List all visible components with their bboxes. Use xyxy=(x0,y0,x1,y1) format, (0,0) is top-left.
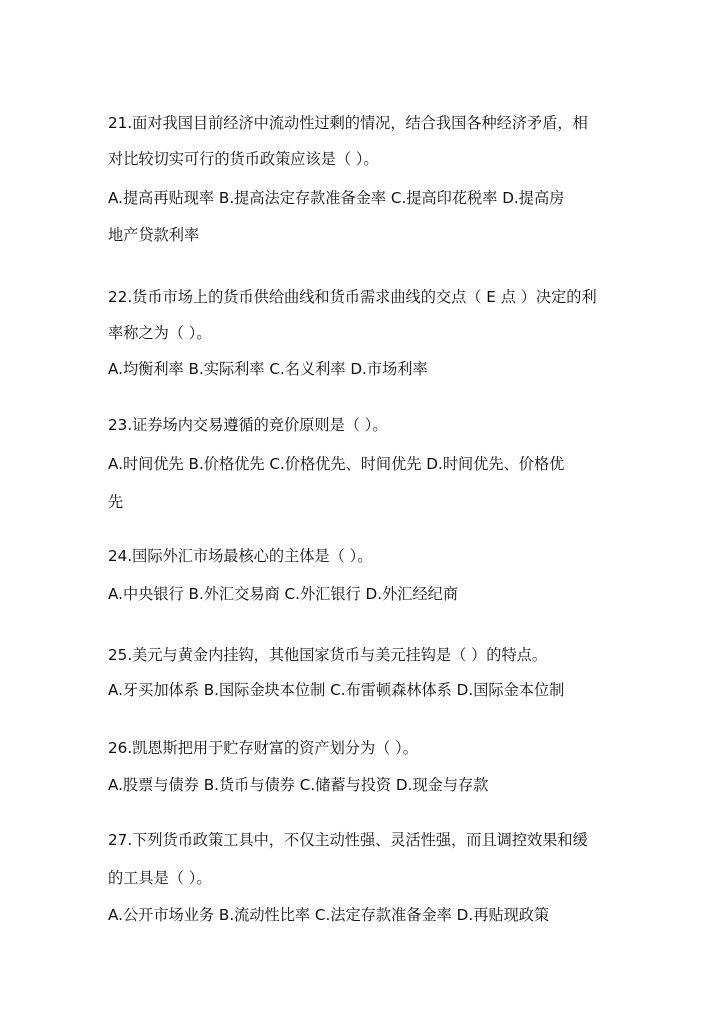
question-21-options-line-2: 地产贷款利率 xyxy=(108,226,200,244)
question-27-stem-line-1: 27.下列货币政策工具中，不仅主动性强、灵活性强，而且调控效果和缓 xyxy=(108,831,588,849)
question-22-options: A.均衡利率 B.实际利率 C.名义利率 D.市场利率 xyxy=(108,360,428,378)
question-21-stem-line-1: 21.面对我国目前经济中流动性过剩的情况，结合我国各种经济矛盾，相 xyxy=(108,114,588,132)
question-22-stem-line-1: 22.货币市场上的货币供给曲线和货币需求曲线的交点（ E 点 ）决定的利 xyxy=(108,288,597,306)
question-24-stem: 24.国际外汇市场最核心的主体是（ ）。 xyxy=(108,547,373,565)
question-26-stem: 26.凯恩斯把用于贮存财富的资产划分为（ ）。 xyxy=(108,739,418,757)
question-21-stem-line-2: 对比较切实可行的货币政策应该是（ ）。 xyxy=(108,150,379,168)
question-27-options: A.公开市场业务 B.流动性比率 C.法定存款准备金率 D.再贴现政策 xyxy=(108,906,550,924)
question-24-options: A.中央银行 B.外汇交易商 C.外汇银行 D.外汇经纪商 xyxy=(108,585,459,603)
question-25-options: A.牙买加体系 B.国际金块本位制 C.布雷顿森林体系 D.国际金本位制 xyxy=(108,681,565,699)
question-27-stem-line-2: 的工具是（ ）。 xyxy=(108,869,212,887)
question-21-options-line-1: A.提高再贴现率 B.提高法定存款准备金率 C.提高印花税率 D.提高房 xyxy=(108,189,565,207)
question-23-options-line-1: A.时间优先 B.价格优先 C.价格优先、时间优先 D.时间优先、价格优 xyxy=(108,455,565,473)
question-23-options-line-2: 先 xyxy=(108,493,124,511)
question-23-stem: 23.证券场内交易遵循的竞价原则是（ ）。 xyxy=(108,416,388,434)
question-26-options: A.股票与债券 B.货币与债券 C.储蓄与投资 D.现金与存款 xyxy=(108,776,489,794)
question-25-stem: 25.美元与黄金内挂钩，其他国家货币与美元挂钩是（ ）的特点。 xyxy=(108,646,548,664)
question-22-stem-line-2: 率称之为（ ）。 xyxy=(108,324,212,342)
